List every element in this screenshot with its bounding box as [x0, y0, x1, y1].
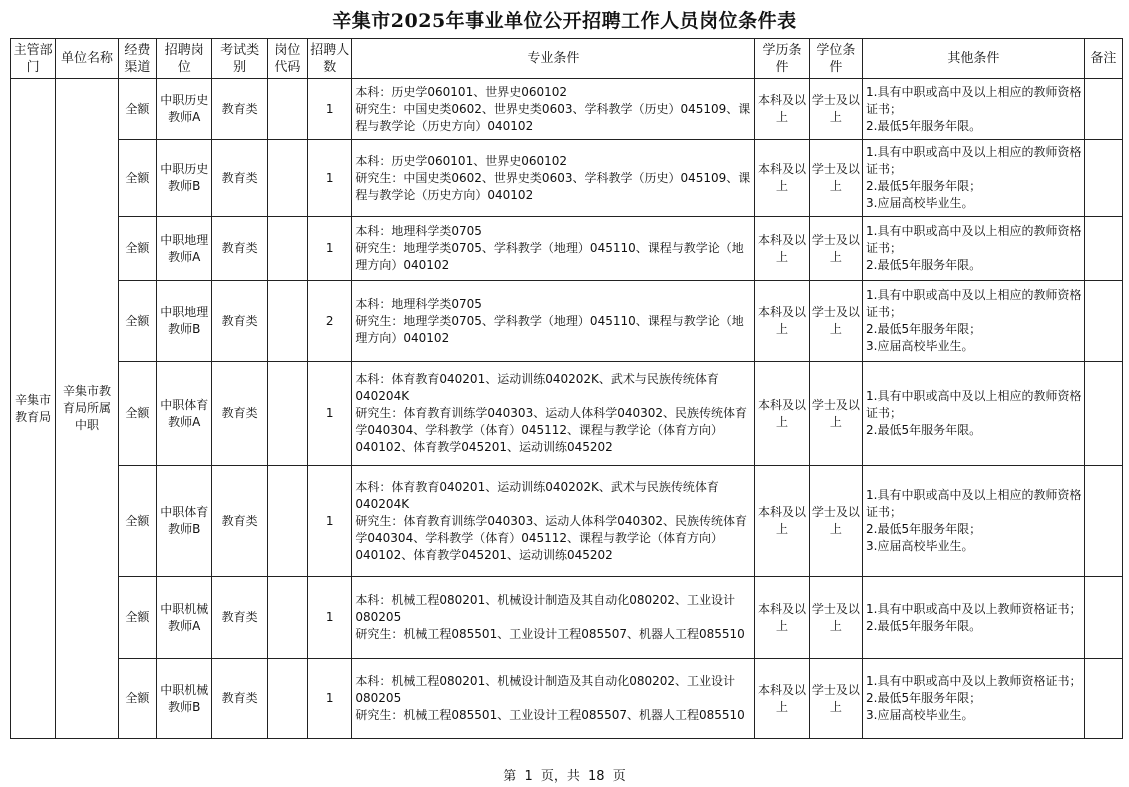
exam-cell: 教育类 [212, 281, 267, 362]
fund-cell: 全额 [118, 659, 156, 739]
exam-cell: 教育类 [212, 362, 267, 466]
code-cell [267, 140, 307, 217]
positions-table [10, 38, 1123, 739]
count-cell: 1 [308, 577, 352, 659]
post-cell: 中职地理教师A [157, 217, 212, 281]
degree-cell: 学士及以上 [809, 217, 862, 281]
header-major: 专业条件 [352, 39, 755, 79]
post-cell: 中职地理教师B [157, 281, 212, 362]
table-row [11, 79, 1123, 140]
header-fund: 经费渠道 [118, 39, 156, 79]
remark-cell [1084, 140, 1122, 217]
exam-cell: 教育类 [212, 466, 267, 577]
unit-cell: 辛集市教育局所属中职 [56, 79, 118, 739]
header-remark: 备注 [1084, 39, 1122, 79]
table-row [11, 659, 1123, 739]
major-cell: 本科：历史学060101、世界史060102 研究生：中国史类0602、世界史类0603、学科教学（历史）045109、课程与教学论（历史方向）040102 [352, 79, 755, 140]
dept-cell: 辛集市教育局 [11, 79, 56, 739]
table-row [11, 362, 1123, 466]
degree-cell: 学士及以上 [809, 659, 862, 739]
post-cell: 中职机械教师B [157, 659, 212, 739]
post-cell: 中职体育教师A [157, 362, 212, 466]
table-row [11, 577, 1123, 659]
header-exam: 考试类别 [212, 39, 267, 79]
footer-mid: 页，共 [540, 769, 580, 784]
fund-cell: 全额 [118, 140, 156, 217]
post-cell: 中职历史教师B [157, 140, 212, 217]
header-other: 其他条件 [863, 39, 1085, 79]
code-cell [267, 281, 307, 362]
footer-prefix: 第 [503, 769, 517, 784]
fund-cell: 全额 [118, 79, 156, 140]
current-page: 1 [524, 769, 533, 784]
major-cell: 本科：历史学060101、世界史060102 研究生：中国史类0602、世界史类0603、学科教学（历史）045109、课程与教学论（历史方向）040102 [352, 140, 755, 217]
table-row [11, 466, 1123, 577]
edu-cell: 本科及以上 [755, 466, 809, 577]
remark-cell [1084, 281, 1122, 362]
edu-cell: 本科及以上 [755, 659, 809, 739]
major-cell: 本科：机械工程080201、机械设计制造及其自动化080202、工业设计080205 研究生：机械工程085501、工业设计工程085507、机器人工程085510 [352, 577, 755, 659]
header-post: 招聘岗位 [157, 39, 212, 79]
remark-cell [1084, 79, 1122, 140]
count-cell: 1 [308, 79, 352, 140]
edu-cell: 本科及以上 [755, 362, 809, 466]
other-cell: 1.具有中职或高中及以上教师资格证书； 2.最低5年服务年限。 [863, 577, 1085, 659]
degree-cell: 学士及以上 [809, 362, 862, 466]
major-cell: 本科：地理科学类0705 研究生：地理学类0705、学科教学（地理）045110、课程与教学论（地理方向）040102 [352, 281, 755, 362]
exam-cell: 教育类 [212, 659, 267, 739]
code-cell [267, 79, 307, 140]
code-cell [267, 362, 307, 466]
degree-cell: 学士及以上 [809, 79, 862, 140]
other-cell: 1.具有中职或高中及以上相应的教师资格证书； 2.最低5年服务年限。 [863, 79, 1085, 140]
major-cell: 本科：机械工程080201、机械设计制造及其自动化080202、工业设计080205 研究生：机械工程085501、工业设计工程085507、机器人工程085510 [352, 659, 755, 739]
header-code: 岗位代码 [267, 39, 307, 79]
header-row [11, 39, 1123, 79]
exam-cell: 教育类 [212, 217, 267, 281]
exam-cell: 教育类 [212, 577, 267, 659]
code-cell [267, 577, 307, 659]
edu-cell: 本科及以上 [755, 79, 809, 140]
edu-cell: 本科及以上 [755, 217, 809, 281]
degree-cell: 学士及以上 [809, 466, 862, 577]
fund-cell: 全额 [118, 362, 156, 466]
major-cell: 本科：体育教育040201、运动训练040202K、武术与民族传统体育040204K 研究生：体育教育训练学040303、运动人体科学040302、民族传统体育学040304、学科教学（体育）045112、课程与教学论（体育方向）040102、体育教学045201、运动训练045202 [352, 362, 755, 466]
post-cell: 中职机械教师A [157, 577, 212, 659]
other-cell: 1.具有中职或高中及以上相应的教师资格证书； 2.最低5年服务年限。 [863, 217, 1085, 281]
remark-cell [1084, 362, 1122, 466]
remark-cell [1084, 659, 1122, 739]
count-cell: 1 [308, 466, 352, 577]
count-cell: 2 [308, 281, 352, 362]
remark-cell [1084, 466, 1122, 577]
remark-cell [1084, 217, 1122, 281]
fund-cell: 全额 [118, 217, 156, 281]
major-cell: 本科：地理科学类0705 研究生：地理学类0705、学科教学（地理）045110、课程与教学论（地理方向）040102 [352, 217, 755, 281]
header-count: 招聘人数 [308, 39, 352, 79]
degree-cell: 学士及以上 [809, 140, 862, 217]
count-cell: 1 [308, 217, 352, 281]
other-cell: 1.具有中职或高中及以上相应的教师资格证书； 2.最低5年服务年限； 3.应届高校毕业生。 [863, 140, 1085, 217]
header-degree: 学位条件 [809, 39, 862, 79]
other-cell: 1.具有中职或高中及以上相应的教师资格证书； 2.最低5年服务年限。 [863, 362, 1085, 466]
major-cell: 本科：体育教育040201、运动训练040202K、武术与民族传统体育040204K 研究生：体育教育训练学040303、运动人体科学040302、民族传统体育学040304、学科教学（体育）045112、课程与教学论（体育方向）040102、体育教学045201、运动训练045202 [352, 466, 755, 577]
degree-cell: 学士及以上 [809, 577, 862, 659]
code-cell [267, 466, 307, 577]
post-cell: 中职体育教师B [157, 466, 212, 577]
count-cell: 1 [308, 362, 352, 466]
other-cell: 1.具有中职或高中及以上教师资格证书； 2.最低5年服务年限； 3.应届高校毕业生。 [863, 659, 1085, 739]
header-dept: 主管部门 [11, 39, 56, 79]
total-pages: 18 [588, 769, 605, 784]
edu-cell: 本科及以上 [755, 140, 809, 217]
code-cell [267, 659, 307, 739]
header-unit: 单位名称 [56, 39, 118, 79]
remark-cell [1084, 577, 1122, 659]
edu-cell: 本科及以上 [755, 577, 809, 659]
count-cell: 1 [308, 659, 352, 739]
other-cell: 1.具有中职或高中及以上相应的教师资格证书； 2.最低5年服务年限； 3.应届高校毕业生。 [863, 466, 1085, 577]
other-cell: 1.具有中职或高中及以上相应的教师资格证书； 2.最低5年服务年限； 3.应届高校毕业生。 [863, 281, 1085, 362]
degree-cell: 学士及以上 [809, 281, 862, 362]
code-cell [267, 217, 307, 281]
table-row [11, 281, 1123, 362]
header-edu: 学历条件 [755, 39, 809, 79]
table-row [11, 217, 1123, 281]
fund-cell: 全额 [118, 577, 156, 659]
exam-cell: 教育类 [212, 140, 267, 217]
post-cell: 中职历史教师A [157, 79, 212, 140]
footer-suffix: 页 [612, 769, 626, 784]
page-indicator [0, 765, 1129, 784]
table-row [11, 140, 1123, 217]
fund-cell: 全额 [118, 281, 156, 362]
fund-cell: 全额 [118, 466, 156, 577]
count-cell: 1 [308, 140, 352, 217]
exam-cell: 教育类 [212, 79, 267, 140]
edu-cell: 本科及以上 [755, 281, 809, 362]
page-title: 辛集市2025年事业单位公开招聘工作人员岗位条件表 [332, 10, 797, 32]
